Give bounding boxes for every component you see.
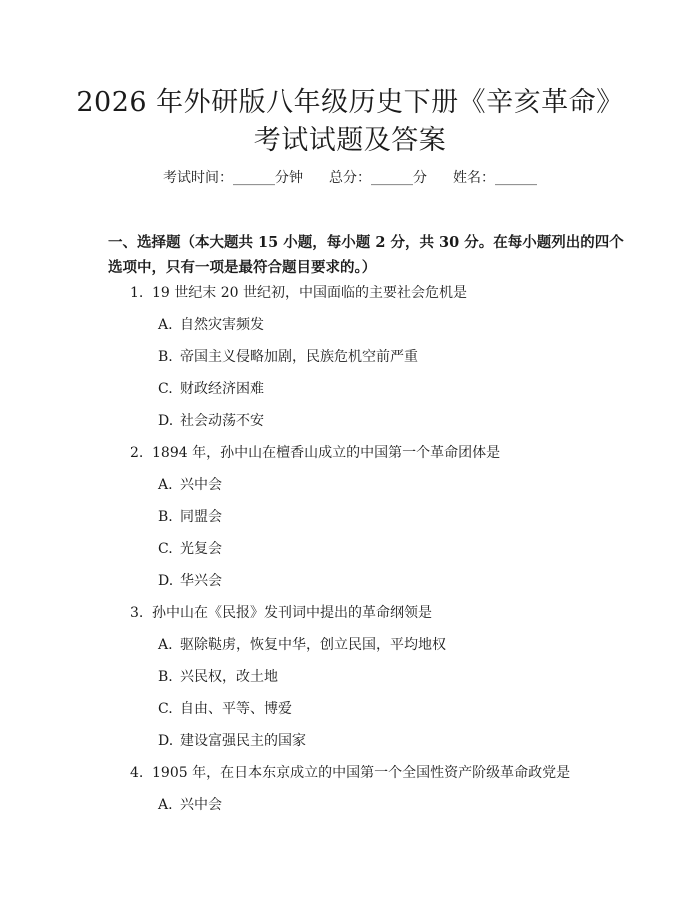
option-text: 帝国主义侵略加剧，民族危机空前严重	[180, 349, 418, 365]
question-text: 1905 年，在日本东京成立的中国第一个全国性资产阶级革命政党是	[152, 765, 571, 781]
question-3-option-a	[158, 635, 446, 655]
option-letter: C.	[158, 541, 173, 557]
option-letter: A.	[158, 637, 173, 653]
option-letter: B.	[158, 349, 173, 365]
option-text: 光复会	[180, 541, 222, 557]
option-text: 同盟会	[180, 509, 222, 525]
question-3-option-c	[158, 699, 292, 719]
question-2-option-c	[158, 539, 222, 559]
option-letter: B.	[158, 509, 173, 525]
question-2-option-b	[158, 507, 222, 527]
exam-meta	[0, 168, 700, 188]
option-text: 自然灾害频发	[180, 317, 264, 333]
option-text: 自由、平等、博爱	[180, 701, 292, 717]
question-2-option-a	[158, 475, 222, 495]
option-text: 兴中会	[180, 477, 222, 493]
question-3-option-b	[158, 667, 278, 687]
exam-time-label: 考试时间：______分钟	[163, 170, 303, 186]
option-letter: C.	[158, 381, 173, 397]
question-4	[130, 763, 570, 783]
question-1	[130, 283, 467, 303]
question-text: 19 世纪末 20 世纪初，中国面临的主要社会危机是	[152, 285, 467, 301]
option-letter: D.	[158, 573, 174, 589]
option-text: 社会动荡不安	[180, 413, 264, 429]
section-heading: 一、选择题（本大题共 15 小题，每小题 2 分，共 30 分。在每小题列出的四个选项中，只有一项是最符合题目要求的。）	[108, 234, 624, 276]
question-1-option-b	[158, 347, 418, 367]
question-1-option-c	[158, 379, 264, 399]
option-letter: A.	[158, 477, 173, 493]
option-letter: A.	[158, 317, 173, 333]
question-number: 4.	[130, 765, 144, 781]
total-score-label: 总分：______分	[329, 170, 427, 186]
option-letter: D.	[158, 413, 174, 429]
question-number: 2.	[130, 445, 144, 461]
question-3-option-d	[158, 731, 306, 751]
option-text: 兴民权，改土地	[180, 669, 278, 685]
student-name-label: 姓名：______	[453, 170, 537, 186]
option-letter: A.	[158, 797, 173, 813]
option-letter: D.	[158, 733, 174, 749]
question-1-option-a	[158, 315, 264, 335]
option-text: 兴中会	[180, 797, 222, 813]
question-2	[130, 443, 500, 463]
question-text: 1894 年，孙中山在檀香山成立的中国第一个革命团体是	[152, 445, 501, 461]
option-letter: C.	[158, 701, 173, 717]
question-2-option-d	[158, 571, 222, 591]
question-number: 1.	[130, 285, 144, 301]
question-number: 3.	[130, 605, 144, 621]
exam-title-line2: 考试试题及答案	[253, 125, 447, 156]
question-1-option-d	[158, 411, 264, 431]
question-text: 孙中山在《民报》发刊词中提出的革命纲领是	[152, 605, 432, 621]
option-text: 财政经济困难	[180, 381, 264, 397]
option-text: 驱除鞑虏，恢复中华，创立民国，平均地权	[180, 637, 446, 653]
option-text: 建设富强民主的国家	[180, 733, 306, 749]
option-text: 华兴会	[180, 573, 222, 589]
exam-title-line1: 2026 年外研版八年级历史下册《辛亥革命》	[76, 87, 624, 118]
question-4-option-a	[158, 795, 222, 815]
question-3	[130, 603, 432, 623]
option-letter: B.	[158, 669, 173, 685]
